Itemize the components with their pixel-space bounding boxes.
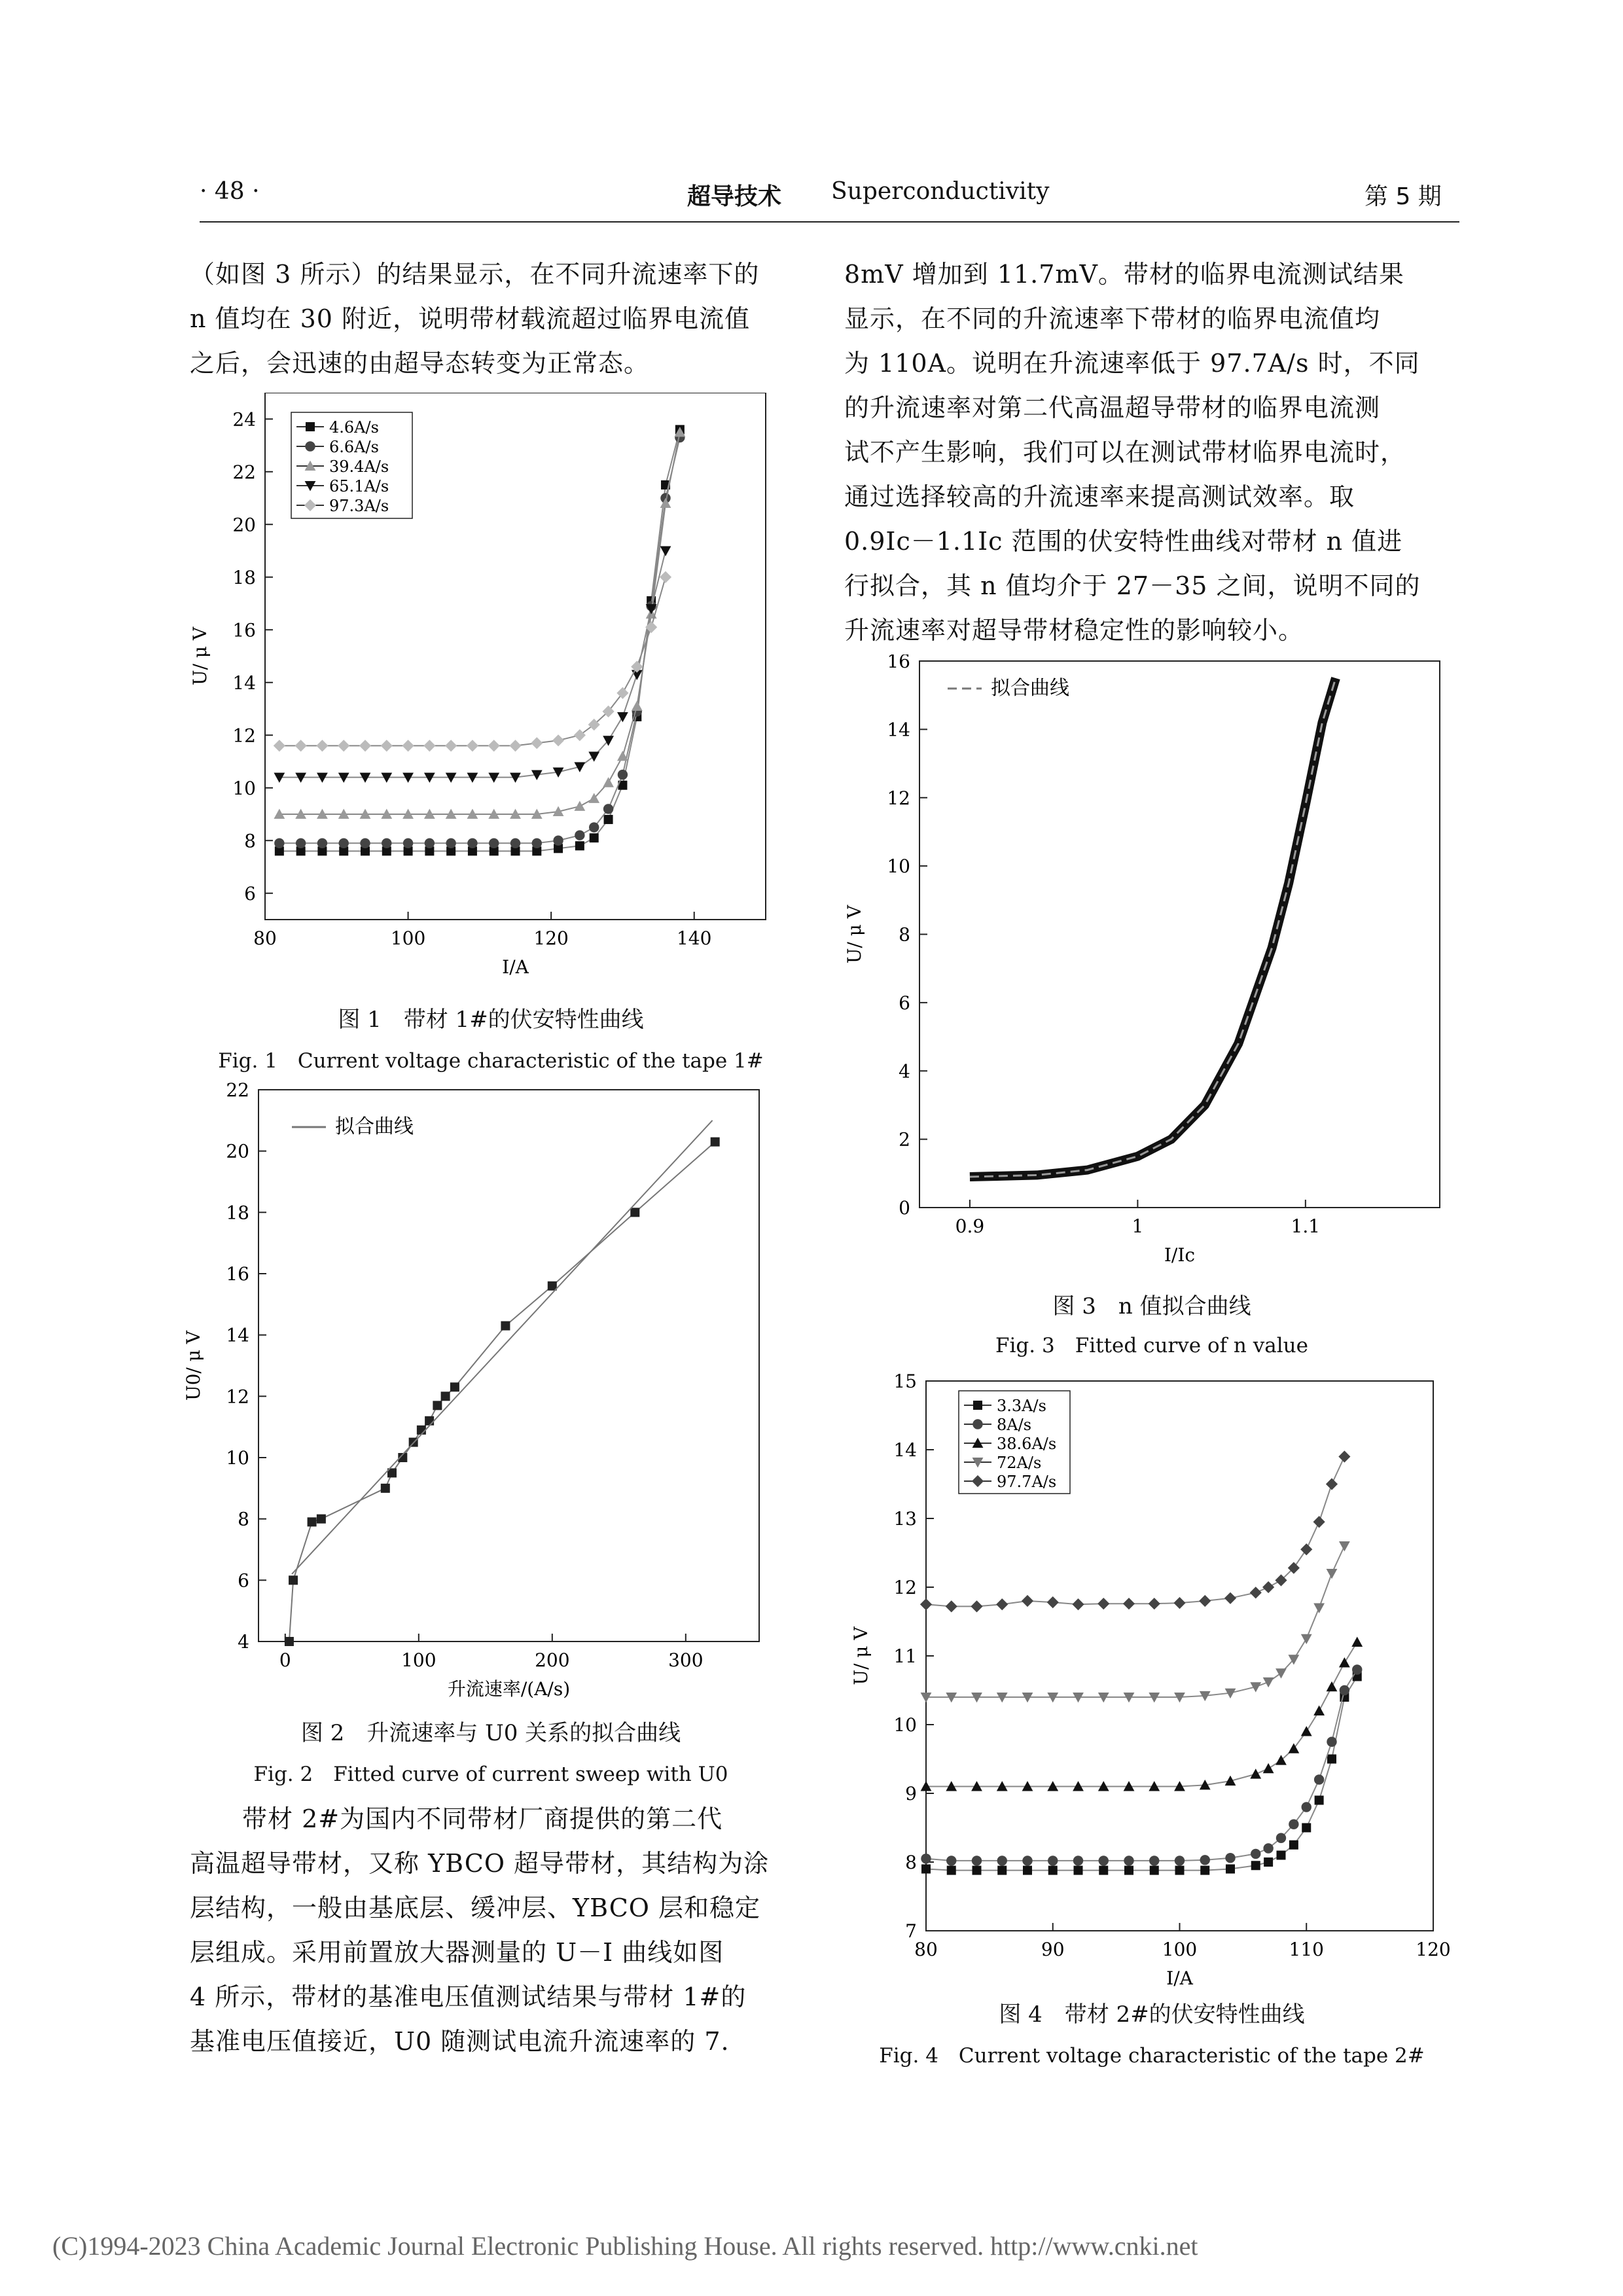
data-point-diamond — [423, 740, 435, 751]
issue-number: 第 5 期 — [1364, 183, 1442, 210]
data-point-circle — [339, 838, 349, 848]
y-tick-label: 8 — [905, 1852, 917, 1873]
data-point-circle — [618, 770, 628, 780]
data-point-diamond — [946, 1600, 957, 1612]
data-point-square — [308, 1517, 317, 1526]
data-point-diamond — [402, 740, 414, 751]
data-point-circle — [403, 838, 413, 848]
y-tick-label: 0 — [899, 1197, 910, 1219]
data-point-diamond — [1250, 1587, 1262, 1598]
x-tick-label: 90 — [1041, 1939, 1065, 1960]
figure-4-caption-en: Fig. 4 Current voltage characteristic of the tape 2# — [879, 2044, 1425, 2068]
legend-label: 拟合曲线 — [335, 1115, 414, 1138]
data-point-square — [973, 1401, 982, 1410]
data-point-square — [1099, 1866, 1108, 1875]
y-tick-label: 12 — [893, 1577, 917, 1598]
data-point-triangle-down — [617, 712, 628, 722]
data-point-diamond — [1047, 1596, 1059, 1608]
text-line: 0.9Ic－1.1Ic 范围的伏安特性曲线对带材 n 值进 — [844, 527, 1403, 556]
data-point-square — [1264, 1857, 1273, 1867]
data-point-circle — [946, 1856, 956, 1865]
data-point-circle — [1200, 1855, 1210, 1865]
data-point-square — [381, 1484, 390, 1493]
data-point-triangle-up — [1250, 1768, 1261, 1778]
text-line: 试不产生影响，我们可以在测试带材临界电流时， — [844, 438, 1406, 467]
text-line: 显示，在不同的升流速率下带材的临界电流值均 — [844, 304, 1381, 333]
data-point-circle — [467, 838, 477, 848]
data-point-square — [441, 1391, 450, 1401]
data-point-diamond — [1123, 1598, 1135, 1609]
y-tick-label: 9 — [905, 1783, 917, 1804]
y-tick-label: 18 — [232, 566, 256, 588]
data-point-diamond — [1300, 1543, 1312, 1555]
y-tick-label: 6 — [244, 882, 256, 905]
data-point-circle — [1314, 1774, 1324, 1784]
data-point-square — [1048, 1866, 1058, 1875]
data-point-square — [289, 1575, 298, 1585]
series-line — [289, 1142, 715, 1641]
data-point-triangle-up — [1301, 1726, 1312, 1736]
x-tick-label: 100 — [401, 1649, 437, 1671]
right-top-paragraph — [844, 252, 1459, 653]
text-line: 高温超导带材，又称 YBCO 超导带材，其结构为涂 — [190, 1849, 770, 1878]
data-point-diamond — [488, 740, 500, 751]
data-point-diamond — [1313, 1516, 1325, 1528]
data-point-square — [1074, 1866, 1083, 1875]
data-point-triangle-up — [1263, 1763, 1274, 1773]
data-point-circle — [446, 838, 455, 848]
data-point-square — [1226, 1865, 1235, 1874]
data-point-triangle-down — [588, 751, 599, 761]
data-point-square — [630, 1208, 639, 1217]
page-number: · 48 · — [200, 178, 260, 205]
data-point-square — [450, 1382, 459, 1391]
figure-1-caption-en: Fig. 1 Current voltage characteristic of the tape 1# — [218, 1049, 764, 1073]
figure-4-caption-cn: 图 4 带材 2#的伏安特性曲线 — [999, 2001, 1305, 2028]
y-tick-label: 8 — [899, 924, 910, 946]
data-point-circle — [317, 838, 327, 848]
data-point-diamond — [1097, 1598, 1109, 1609]
x-axis-label: I/A — [1166, 1967, 1193, 1989]
y-tick-label: 14 — [226, 1324, 249, 1346]
figure-4-chart — [844, 1361, 1459, 1989]
data-point-square — [501, 1321, 510, 1331]
legend-label: 38.6A/s — [997, 1435, 1057, 1453]
data-point-diamond — [1262, 1581, 1274, 1593]
data-point-square — [1327, 1755, 1336, 1764]
journal-title-cn: 超导技术 — [687, 183, 782, 210]
data-point-square — [972, 1866, 982, 1875]
data-point-diamond — [616, 687, 628, 699]
data-point-diamond — [509, 740, 521, 751]
data-point-circle — [1048, 1856, 1058, 1865]
legend-label: 39.4A/s — [329, 457, 389, 476]
data-point-triangle-down — [660, 547, 671, 556]
x-axis-label: I/Ic — [1164, 1244, 1196, 1266]
legend-label: 65.1A/s — [329, 477, 389, 495]
data-point-circle — [1289, 1820, 1298, 1829]
data-point-circle — [1099, 1856, 1109, 1865]
figure-2-caption-cn: 图 2 升流速率与 U0 关系的拟合曲线 — [300, 1720, 681, 1746]
data-point-triangle-up — [1313, 1706, 1325, 1715]
y-tick-label: 6 — [238, 1570, 249, 1592]
y-tick-label: 16 — [226, 1263, 249, 1285]
data-point-circle — [1327, 1737, 1336, 1747]
data-point-triangle-up — [574, 801, 585, 811]
data-point-diamond — [1338, 1450, 1350, 1462]
y-tick-label: 22 — [226, 1079, 249, 1101]
series-line — [926, 1642, 1357, 1787]
y-tick-label: 10 — [232, 777, 256, 799]
data-point-square — [425, 1416, 434, 1426]
y-tick-label: 14 — [887, 719, 910, 741]
y-tick-label: 13 — [893, 1508, 917, 1530]
text-line: 基准电压值接近，U0 随测试电流升流速率的 7. — [190, 2027, 730, 2056]
data-point-triangle-down — [1301, 1634, 1312, 1644]
legend-label: 72A/s — [997, 1454, 1042, 1472]
y-tick-label: 16 — [232, 619, 256, 641]
data-point-circle — [1340, 1685, 1349, 1695]
header-rule — [200, 221, 1459, 223]
journal-title-en: Superconductivity — [831, 178, 1050, 205]
data-point-circle — [1263, 1843, 1273, 1853]
data-point-square — [711, 1138, 720, 1147]
x-tick-label: 100 — [1162, 1939, 1198, 1960]
legend-label: 3.3A/s — [997, 1397, 1046, 1415]
data-point-circle — [972, 1419, 982, 1429]
data-point-circle — [274, 838, 284, 848]
data-point-circle — [1225, 1853, 1235, 1863]
data-point-circle — [532, 838, 542, 848]
data-point-square — [317, 1515, 326, 1524]
y-axis-label: U/ μ V — [844, 905, 865, 964]
data-point-diamond — [338, 740, 349, 751]
y-tick-label: 20 — [226, 1140, 249, 1162]
y-tick-label: 22 — [232, 461, 256, 483]
text-line: 4 所示，带材的基准电压值测试结果与带材 1#的 — [190, 1982, 747, 2011]
legend-label: 6.6A/s — [329, 438, 379, 456]
text-line: 8mV 增加到 11.7mV。带材的临界电流测试结果 — [844, 260, 1404, 289]
data-point-square — [1251, 1861, 1260, 1870]
data-point-circle — [575, 831, 584, 840]
data-point-diamond — [381, 740, 393, 751]
data-point-square — [1124, 1866, 1133, 1875]
data-point-circle — [296, 838, 306, 848]
data-point-circle — [1175, 1856, 1185, 1865]
data-point-circle — [1124, 1856, 1133, 1865]
data-point-diamond — [1173, 1597, 1185, 1609]
data-point-square — [921, 1865, 931, 1874]
text-line: 层组成。采用前置放大器测量的 U－I 曲线如图 — [190, 1938, 724, 1967]
y-tick-label: 20 — [232, 514, 256, 536]
data-point-circle — [972, 1856, 982, 1865]
data-point-circle — [1022, 1856, 1032, 1865]
figure-3-caption-cn: 图 3 n 值拟合曲线 — [1052, 1293, 1251, 1319]
legend-label: 97.7A/s — [997, 1473, 1057, 1491]
data-point-square — [306, 422, 315, 431]
data-point-square — [433, 1401, 442, 1410]
x-tick-label: 80 — [253, 927, 277, 949]
text-line: 之后，会迅速的由超导态转变为正常态。 — [190, 349, 650, 378]
data-point-square — [1175, 1866, 1185, 1875]
x-axis-label: I/A — [502, 956, 529, 978]
y-axis-label: U/ μ V — [850, 1626, 872, 1685]
data-point-diamond — [996, 1598, 1008, 1610]
data-point-square — [1315, 1796, 1324, 1805]
x-tick-label: 120 — [533, 927, 569, 949]
y-tick-label: 10 — [893, 1714, 917, 1736]
data-point-circle — [510, 838, 520, 848]
data-point-circle — [382, 838, 391, 848]
data-point-circle — [360, 838, 370, 848]
y-tick-label: 4 — [899, 1060, 910, 1083]
legend-label: 拟合曲线 — [991, 677, 1069, 700]
text-line: 带材 2#为国内不同带材厂商提供的第二代 — [242, 1804, 723, 1833]
data-point-diamond — [359, 740, 371, 751]
data-point-triangle-up — [1339, 1657, 1350, 1667]
text-line: 升流速率对超导带材稳定性的影响较小。 — [844, 616, 1304, 645]
left-top-paragraph — [190, 252, 792, 386]
data-point-circle — [1302, 1802, 1311, 1812]
data-point-square — [1277, 1851, 1286, 1860]
x-tick-label: 100 — [390, 927, 426, 949]
data-point-triangle-down — [1327, 1569, 1338, 1579]
y-tick-label: 7 — [905, 1920, 917, 1942]
y-tick-label: 10 — [887, 855, 910, 878]
data-point-circle — [921, 1854, 931, 1863]
figure-3-chart — [831, 655, 1459, 1289]
y-axis-label: U/ μ V — [189, 626, 211, 686]
figure-1-chart — [183, 393, 785, 982]
data-point-triangle-down — [1263, 1677, 1274, 1687]
data-point-diamond — [1224, 1592, 1236, 1604]
data-point-diamond — [316, 740, 328, 751]
data-point-diamond — [445, 740, 457, 751]
data-point-square — [1023, 1866, 1032, 1875]
data-point-diamond — [552, 734, 564, 746]
figure-2-caption-en: Fig. 2 Fitted curve of current sweep with U0 — [253, 1763, 728, 1786]
data-point-circle — [489, 838, 499, 848]
series-line — [926, 1670, 1357, 1861]
data-point-circle — [1352, 1664, 1362, 1674]
data-point-square — [285, 1637, 294, 1646]
x-tick-label: 1.1 — [1291, 1215, 1321, 1237]
text-line: （如图 3 所示）的结果显示，在不同升流速率下的 — [190, 260, 760, 289]
data-point-triangle-up — [1288, 1743, 1299, 1753]
text-line: 通过选择较高的升流速率来提高测试效率。取 — [844, 482, 1355, 511]
data-point-circle — [553, 836, 563, 846]
y-tick-label: 12 — [226, 1386, 249, 1408]
text-line: 的升流速率对第二代高温超导带材的临界电流测 — [844, 393, 1381, 422]
data-point-square — [604, 815, 613, 824]
data-point-circle — [305, 441, 315, 451]
x-tick-label: 300 — [668, 1649, 704, 1671]
series-line — [279, 577, 666, 746]
y-tick-label: 8 — [238, 1508, 249, 1530]
data-point-circle — [425, 838, 435, 848]
legend-label: 8A/s — [997, 1416, 1032, 1434]
data-point-square — [1150, 1866, 1159, 1875]
legend-label: 4.6A/s — [329, 418, 379, 437]
copyright-footer: (C)1994-2023 China Academic Journal Electronic Publishing House. All rights reserved. http://www.cnki.net — [52, 2231, 1198, 2261]
data-point-diamond — [1326, 1478, 1338, 1490]
x-axis-label: 升流速率/(A/s) — [447, 1678, 571, 1700]
data-point-diamond — [1022, 1595, 1033, 1607]
data-point-triangle-down — [1313, 1604, 1325, 1613]
y-tick-label: 10 — [226, 1447, 249, 1469]
y-tick-label: 4 — [238, 1631, 249, 1653]
data-point-triangle-up — [1351, 1637, 1363, 1647]
plot-frame — [259, 1090, 759, 1641]
data-point-triangle-down — [1339, 1541, 1350, 1551]
data-point-triangle-up — [1327, 1681, 1338, 1691]
text-line: 行拟合，其 n 值均介于 27－35 之间，说明不同的 — [844, 571, 1421, 600]
data-point-diamond — [574, 729, 586, 741]
data-point-square — [997, 1866, 1007, 1875]
data-point-square — [1200, 1866, 1209, 1875]
x-tick-label: 120 — [1416, 1939, 1451, 1960]
data-point-diamond — [920, 1598, 932, 1610]
x-tick-label: 0 — [279, 1649, 291, 1671]
y-tick-label: 14 — [232, 672, 256, 694]
y-tick-label: 12 — [232, 725, 256, 747]
y-tick-label: 14 — [893, 1439, 917, 1461]
data-point-diamond — [971, 1600, 982, 1612]
data-point-square — [590, 833, 599, 842]
data-point-square — [575, 841, 584, 850]
x-tick-label: 1 — [1132, 1215, 1144, 1237]
y-tick-label: 24 — [232, 408, 256, 431]
y-tick-label: 15 — [893, 1371, 917, 1392]
left-bottom-paragraph — [190, 1797, 792, 2064]
data-point-circle — [1251, 1849, 1260, 1859]
legend-label: 97.3A/s — [329, 497, 389, 515]
x-tick-label: 0.9 — [955, 1215, 985, 1237]
y-tick-label: 8 — [244, 830, 256, 852]
data-point-diamond — [467, 740, 478, 751]
data-point-circle — [997, 1856, 1007, 1865]
data-point-circle — [589, 822, 599, 832]
data-point-diamond — [274, 740, 285, 751]
x-tick-label: 80 — [914, 1939, 938, 1960]
data-point-circle — [1073, 1856, 1083, 1865]
data-point-diamond — [1149, 1598, 1160, 1609]
x-tick-label: 200 — [535, 1649, 570, 1671]
data-point-triangle-down — [1275, 1668, 1287, 1678]
text-line: 为 110A。说明在升流速率低于 97.7A/s 时，不同 — [844, 349, 1420, 378]
data-point-square — [1289, 1840, 1298, 1850]
data-point-diamond — [531, 737, 543, 749]
y-tick-label: 6 — [899, 992, 910, 1014]
data-point-circle — [1149, 1856, 1159, 1865]
data-point-diamond — [660, 571, 671, 583]
data-point-circle — [1276, 1833, 1286, 1843]
y-tick-label: 2 — [899, 1128, 910, 1151]
y-tick-label: 16 — [887, 655, 910, 672]
series-line — [970, 678, 1336, 1177]
data-point-triangle-up — [603, 777, 614, 787]
y-tick-label: 18 — [226, 1202, 249, 1224]
y-axis-label: U0/ μ V — [183, 1330, 204, 1401]
y-tick-label: 12 — [887, 787, 910, 809]
data-point-diamond — [1072, 1598, 1084, 1610]
x-tick-label: 110 — [1289, 1939, 1324, 1960]
figure-2-chart — [183, 1080, 785, 1708]
x-tick-label: 140 — [676, 927, 712, 949]
data-point-diamond — [295, 740, 307, 751]
figure-3-caption-en: Fig. 3 Fitted curve of n value — [995, 1334, 1308, 1357]
data-point-circle — [603, 804, 613, 814]
data-point-diamond — [1199, 1595, 1211, 1607]
data-point-square — [1302, 1823, 1311, 1833]
text-line: n 值均在 30 附近，说明带材载流超过临界电流值 — [190, 304, 751, 333]
figure-1-caption-cn: 图 1 带材 1#的伏安特性曲线 — [338, 1007, 644, 1033]
series-line — [292, 1121, 713, 1574]
data-point-square — [947, 1866, 956, 1875]
data-point-triangle-up — [632, 701, 643, 711]
y-tick-label: 11 — [893, 1645, 917, 1667]
text-line: 层结构，一般由基底层、缓冲层、YBCO 层和稳定 — [190, 1893, 761, 1922]
